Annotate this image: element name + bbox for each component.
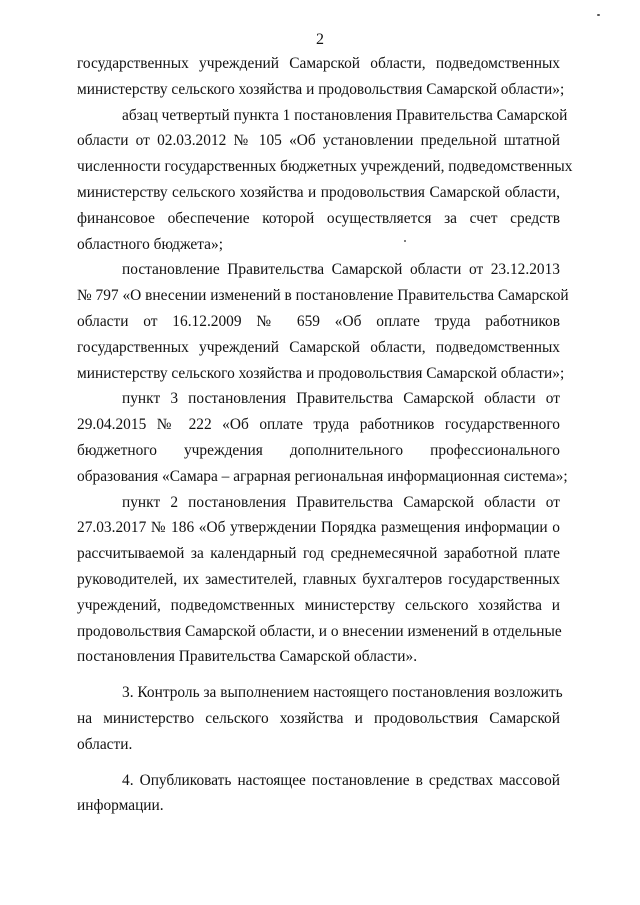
- paragraph-gap: [77, 758, 560, 768]
- text-line: 3. Контроль за выполнением настоящего постановления возложить: [122, 684, 563, 702]
- page-number: 2: [316, 31, 324, 48]
- paragraph: [77, 257, 569, 386]
- text-line: бюджетного учреждения дополнительного профессионального: [77, 441, 560, 459]
- text-line: министерству сельского хозяйства и продовольствия Самарской области»;: [77, 80, 565, 98]
- text-line: постановление Правительства Самарской области от 23.12.2013: [122, 261, 560, 279]
- paragraph: [77, 768, 560, 820]
- text-line: области от 02.03.2012 № 105 «Об установлении предельной штатной: [77, 132, 560, 150]
- text-line: пункт 2 постановления Правительства Самарской области от: [122, 493, 560, 511]
- text-line: области.: [77, 735, 133, 753]
- text-line: продовольствия Самарской области, и о внесении изменений в отдельные: [77, 622, 562, 640]
- text-line: руководителей, их заместителей, главных бухгалтеров государственных: [77, 570, 560, 588]
- text-line: 27.03.2017 № 186 «Об утверждении Порядка размещения информации о: [77, 519, 560, 537]
- paragraph: [77, 103, 573, 258]
- text-line: численности государственных бюджетных учреждений, подведомственных: [77, 158, 573, 176]
- text-line: финансовое обеспечение которой осуществляется за счет средств: [77, 209, 560, 227]
- scan-speck: [597, 14, 600, 16]
- paragraph: [77, 490, 560, 671]
- text-line: рассчитываемой за календарный год среднемесячной заработной плате: [77, 545, 560, 563]
- text-line: министерству сельского хозяйства и продовольствия Самарской области,: [77, 183, 560, 201]
- paragraph: [77, 680, 563, 757]
- text-line: абзац четвертый пункта 1 постановления Правительства Самарской: [122, 106, 568, 124]
- text-line: информации.: [77, 797, 164, 815]
- text-line: областного бюджета»;: [77, 235, 223, 253]
- paragraph-gap: [77, 670, 560, 680]
- text-line: 4. Опубликовать настоящее постановление в средствах массовой: [122, 771, 560, 789]
- text-line: учреждений, подведомственных министерству сельского хозяйства и: [77, 596, 560, 614]
- paragraph: [77, 51, 565, 103]
- text-line: на министерство сельского хозяйства и продовольствия Самарской: [77, 709, 560, 727]
- paragraph: [77, 386, 568, 489]
- text-line: государственных учреждений Самарской области, подведомственных: [77, 338, 560, 356]
- text-line: № 797 «О внесении изменений в постановление Правительства Самарской: [77, 287, 569, 305]
- text-line: постановления Правительства Самарской области».: [77, 648, 418, 666]
- text-line: государственных учреждений Самарской области, подведомственных: [77, 55, 560, 72]
- text-line: 29.04.2015 № 222 «Об оплате труда работников государственного: [77, 416, 560, 434]
- document-body: [77, 51, 573, 819]
- text-line: образования «Самара – аграрная региональная информационная система»;: [77, 467, 568, 485]
- scan-speck: [404, 240, 406, 242]
- text-line: области от 16.12.2009 № 659 «Об оплате труда работников: [77, 312, 560, 330]
- text-line: пункт 3 постановления Правительства Самарской области от: [122, 390, 560, 408]
- text-line: министерству сельского хозяйства и продовольствия Самарской области»;: [77, 364, 565, 382]
